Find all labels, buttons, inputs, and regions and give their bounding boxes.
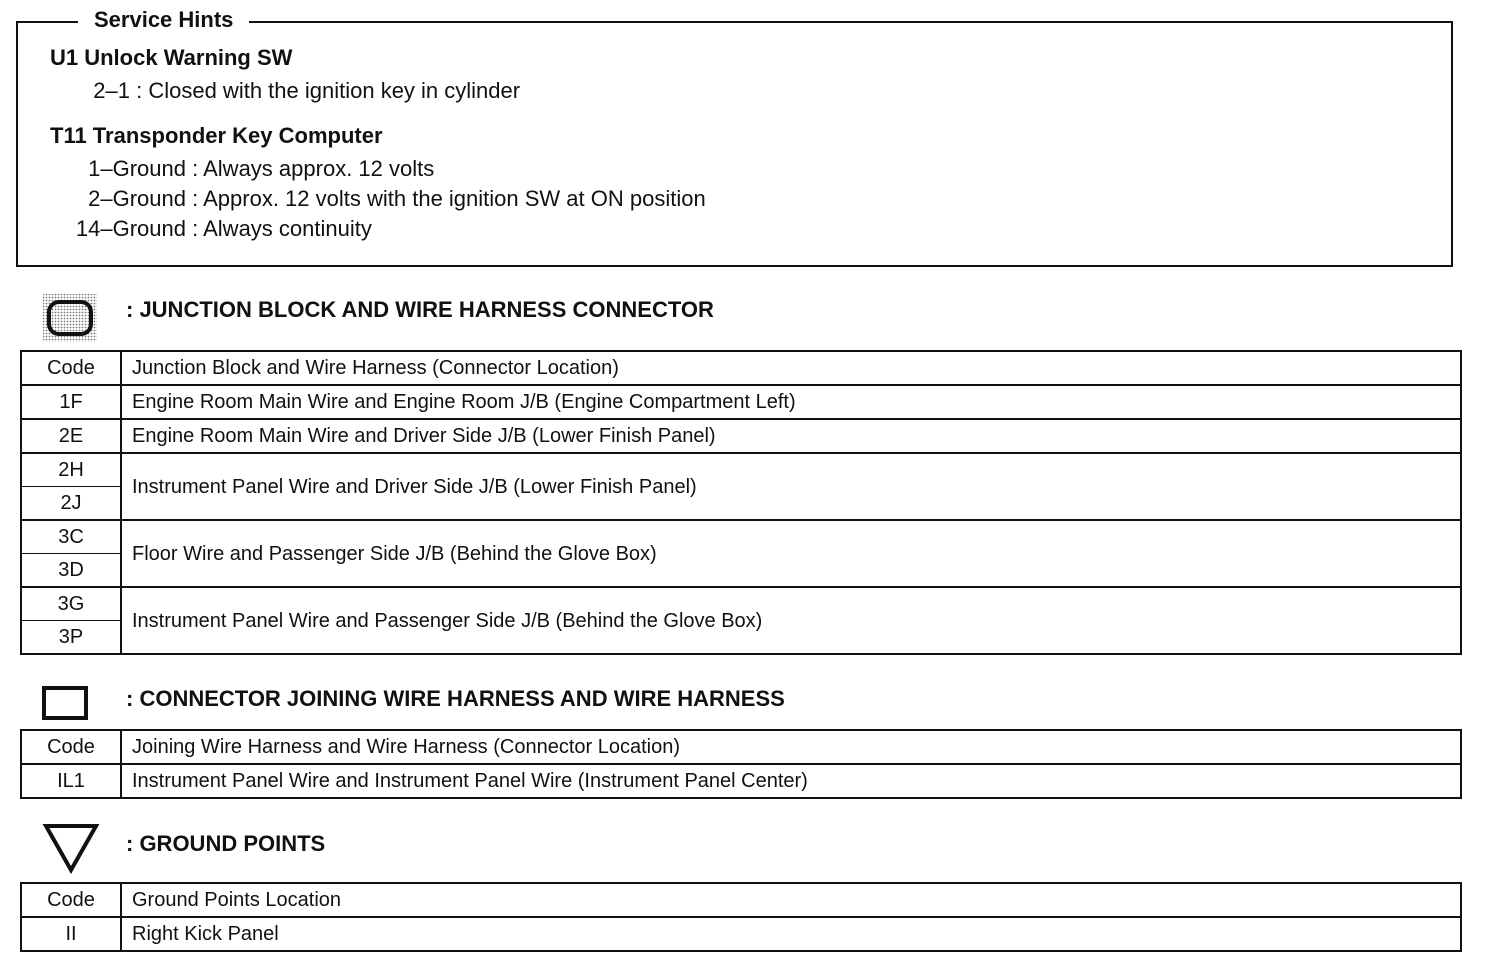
table-row [21,587,1461,621]
hint-pin: 2–Ground [88,186,186,211]
junction-block-icon [42,293,98,343]
connector-box-icon [42,686,88,720]
table-row [21,764,1461,798]
code-cell: 3G [21,587,121,621]
code-cell: 2E [21,419,121,453]
location-cell: Instrument Panel Wire and Driver Side J/B (Lower Finish Panel) [121,453,1461,520]
location-header: Ground Points Location [121,883,1461,917]
code-cell: 3P [21,621,121,655]
location-header: Joining Wire Harness and Wire Harness (Connector Location) [121,730,1461,764]
ground-section-title: : GROUND POINTS [126,831,326,856]
code-header: Code [21,730,121,764]
code-cell: 3D [21,554,121,588]
connector-section-title: : CONNECTOR JOINING WIRE HARNESS AND WIRE HARNESS [126,686,785,711]
hint-pin: 2–1 [93,78,130,103]
table-header-row [21,730,1461,764]
table-row [21,520,1461,554]
location-cell: Right Kick Panel [121,917,1461,951]
hint-line [50,215,372,243]
hint-pin: 14–Ground [75,216,186,241]
table-row [21,385,1461,419]
code-cell: IL1 [21,764,121,798]
connector-table [20,729,1462,799]
hint-text: : Approx. 12 volts with the ignition SW at ON position [186,186,706,211]
location-cell: Instrument Panel Wire and Passenger Side J/B (Behind the Glove Box) [121,587,1461,654]
service-hints-title: Service Hints [78,6,249,34]
hint-heading-t11: T11 Transponder Key Computer [50,123,383,148]
hint-line [50,155,434,183]
table-row [21,419,1461,453]
code-cell: II [21,917,121,951]
hint-line [50,185,706,213]
location-cell: Instrument Panel Wire and Instrument Panel Wire (Instrument Panel Center) [121,764,1461,798]
location-cell: Engine Room Main Wire and Driver Side J/B (Lower Finish Panel) [121,419,1461,453]
code-cell: 3C [21,520,121,554]
hint-heading-u1: U1 Unlock Warning SW [50,45,293,70]
hint-text: : Always approx. 12 volts [186,156,435,181]
location-cell: Engine Room Main Wire and Engine Room J/B (Engine Compartment Left) [121,385,1461,419]
code-header: Code [21,351,121,385]
code-cell: 2H [21,453,121,487]
junction-table [20,350,1462,655]
table-row [21,453,1461,487]
location-header: Junction Block and Wire Harness (Connector Location) [121,351,1461,385]
code-cell: 1F [21,385,121,419]
hint-pin: 1–Ground [88,156,186,181]
code-header: Code [21,883,121,917]
location-cell: Floor Wire and Passenger Side J/B (Behind the Glove Box) [121,520,1461,587]
hint-text: : Always continuity [186,216,372,241]
table-header-row [21,883,1461,917]
hint-line [50,77,520,105]
code-cell: 2J [21,487,121,521]
ground-table [20,882,1462,952]
junction-section-title: : JUNCTION BLOCK AND WIRE HARNESS CONNECTOR [126,297,714,322]
table-row [21,917,1461,951]
table-header-row [21,351,1461,385]
ground-triangle-icon [42,822,100,874]
hint-text: : Closed with the ignition key in cylinder [130,78,521,103]
